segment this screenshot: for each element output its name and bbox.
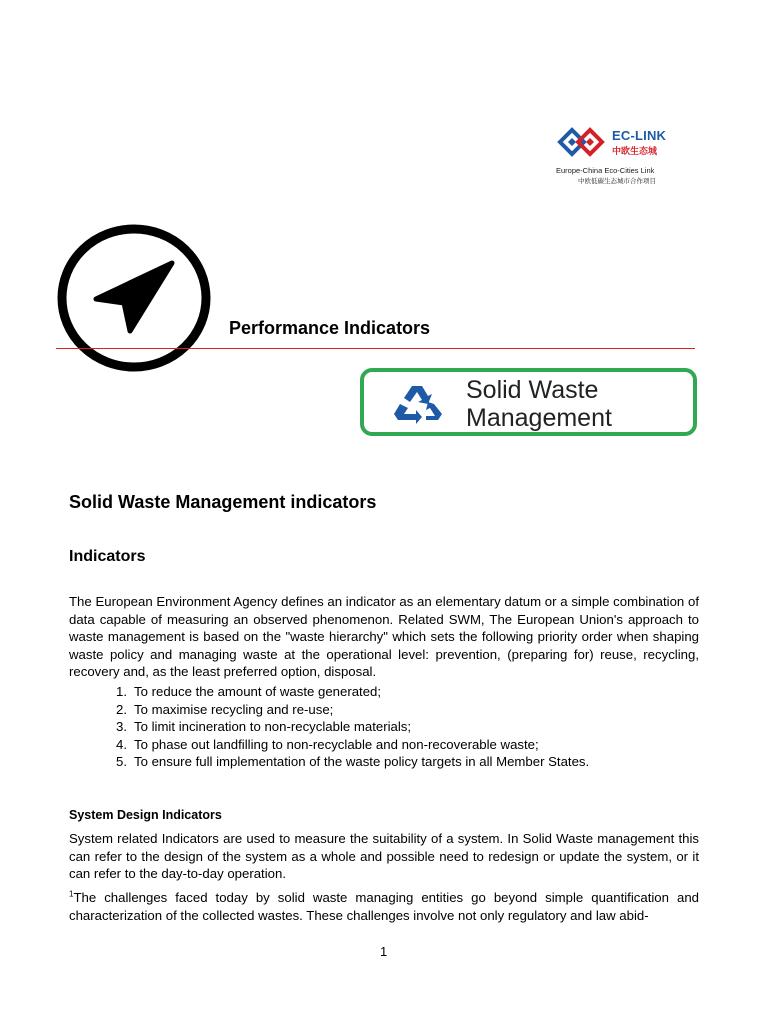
list-item <box>116 753 676 771</box>
badge-line1: Solid Waste <box>466 376 599 404</box>
list-item-text: To ensure full implementation of the waste policy targets in all Member States. <box>134 754 590 770</box>
list-item-text: To maximise recycling and re-use; <box>134 701 334 717</box>
logo-tagline-en: Europe-China Eco-Cities Link <box>556 166 655 175</box>
system-design-heading: System Design Indicators <box>69 808 222 822</box>
badge-line2: Management <box>466 404 612 432</box>
navigation-arrow-icon <box>56 223 212 373</box>
main-heading: Solid Waste Management indicators <box>69 492 377 512</box>
section-divider <box>56 348 695 349</box>
list-item-text: To reduce the amount of waste generated; <box>134 684 382 699</box>
ec-link-logo <box>556 120 686 186</box>
paragraph-definition: The European Environment Agency defines an indicator as an elementary datum or a simple combination of data capable of measuring an observed phenomenon. Related SWM, The European Union's approach to waste management is based on the "waste hierarchy" which sets the following priority order when shaping waste policy and managing waste at the operational level: prevention, (preparing for) reuse, recycling, recovery and, as the least preferred option, disposal. <box>69 594 699 680</box>
list-item-number: 3. <box>116 719 127 735</box>
badge-text <box>466 376 612 432</box>
list-item-number: 4. <box>116 736 127 752</box>
logo-brand-cn: 中欧生态城 <box>612 146 658 156</box>
solid-waste-badge <box>360 368 697 436</box>
list-item-text: To limit incineration to non-recyclable materials; <box>134 719 412 735</box>
list-item-text: To phase out landfilling to non-recyclable and non-recoverable waste; <box>134 736 539 752</box>
list-item-number: 5. <box>116 754 127 770</box>
logo-tagline-cn: 中欧低碳生态城市合作项目 <box>578 178 656 185</box>
paragraph-challenges-text: The challenges faced today by solid waste managing entities go beyond simple quantification and characterization of the collected wastes. These challenges involve not only regulatory and law abid- <box>69 890 699 923</box>
list-item-number: 2. <box>116 701 127 717</box>
section-title: Performance Indicators <box>229 318 431 338</box>
paragraph-challenges <box>69 889 699 924</box>
list-item-number: 1. <box>116 684 127 699</box>
footnote-marker: 1 <box>69 889 74 899</box>
paragraph-system: System related Indicators are used to measure the suitability of a system. In Solid Waste management this can refer to the design of the system as a whole and possible need to redesign or update the system, or it can refer to the day-to-day operation. <box>69 831 699 882</box>
indicators-heading: Indicators <box>69 548 146 565</box>
list-item <box>116 736 676 754</box>
logo-brand: EC-LINK <box>612 128 667 143</box>
recycle-icon <box>390 382 450 424</box>
list-item <box>116 718 676 736</box>
priority-list <box>116 683 676 771</box>
list-item <box>116 683 676 701</box>
ec-link-emblem-icon <box>556 122 610 162</box>
page-number: 1 <box>380 944 388 959</box>
list-item <box>116 701 676 719</box>
